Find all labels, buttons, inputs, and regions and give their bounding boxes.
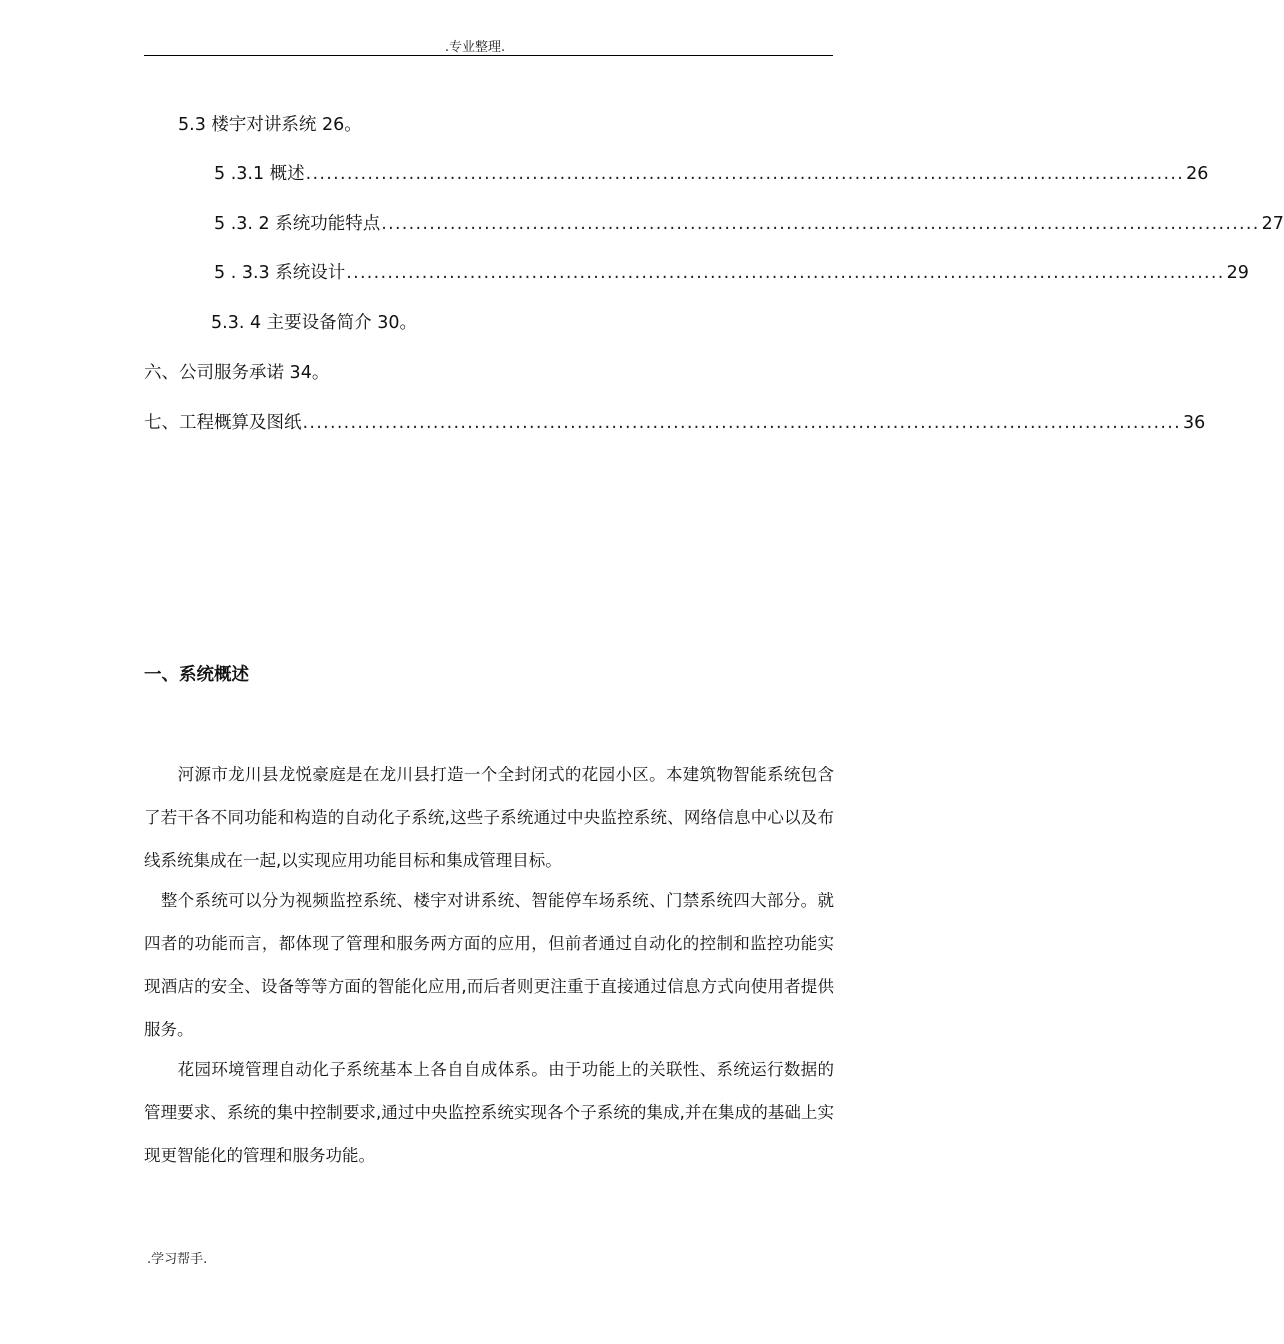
toc-page-number: 29	[1226, 263, 1249, 283]
toc-page-number: 26	[1186, 164, 1209, 184]
section-heading: 一、系统概述	[144, 665, 249, 685]
toc-entry-label: 六、公司服务承诺 34。	[144, 363, 330, 383]
toc-entry-5-3[interactable]	[178, 112, 362, 138]
toc-entry-label: 5 .3. 2 系统功能特点	[214, 214, 381, 234]
toc-page-number: 27	[1261, 214, 1284, 234]
toc-page-number: 36	[1182, 413, 1206, 433]
toc-entry-chapter-7[interactable]	[144, 410, 1206, 436]
toc-dot-leader: ................................................................................................................................	[305, 164, 1185, 184]
toc-dot-leader: ................................................................................................................................	[346, 263, 1225, 283]
body-paragraph: 花园环境管理自动化子系统基本上各自自成体系。由于功能上的关联性、系统运行数据的管理要求、系统的集中控制要求,通过中央监控系统实现各个子系统的集成,并在集成的基础上实现更智能化的管理和服务功能。	[144, 1060, 834, 1165]
toc-entry-5-3-4[interactable]	[211, 310, 417, 336]
body-paragraph: 河源市龙川县龙悦豪庭是在龙川县打造一个全封闭式的花园小区。本建筑物智能系统包含了若干各不同功能和构造的自动化子系统,这些子系统通过中央监控系统、网络信息中心以及布线系统集成在一起,以实现应用功能目标和集成管理目标。	[144, 765, 834, 870]
toc-entry-5-3-1[interactable]	[214, 161, 1209, 187]
toc-entry-label: 5 . 3.3 系统设计	[214, 263, 346, 283]
toc-entry-label: 七、工程概算及图纸	[144, 413, 302, 433]
header-divider	[144, 55, 833, 56]
toc-entry-5-3-3[interactable]	[214, 260, 1249, 286]
toc-dot-leader: ................................................................................................................................	[381, 214, 1260, 234]
toc-entry-label: 5.3 楼宇对讲系统 26。	[178, 115, 362, 135]
toc-dot-leader: ................................................................................................................................	[302, 413, 1181, 433]
toc-entry-label: 5 .3.1 概述	[214, 164, 305, 184]
toc-entry-5-3-2[interactable]	[214, 211, 1284, 237]
toc-entry-chapter-6[interactable]	[144, 360, 329, 386]
toc-entry-label: 5.3. 4 主要设备简介 30。	[211, 313, 417, 333]
page-footer: .学习帮手.	[147, 1252, 208, 1267]
body-paragraph: 整个系统可以分为视频监控系统、楼宇对讲系统、智能停车场系统、门禁系统四大部分。就四者的功能而言，都体现了管理和服务两方面的应用，但前者通过自动化的控制和监控功能实现酒店的安全、设备等等方面的智能化应用,而后者则更注重于直接通过信息方式向使用者提供服务。	[144, 891, 834, 1039]
page-header: .专业整理.	[444, 40, 506, 55]
